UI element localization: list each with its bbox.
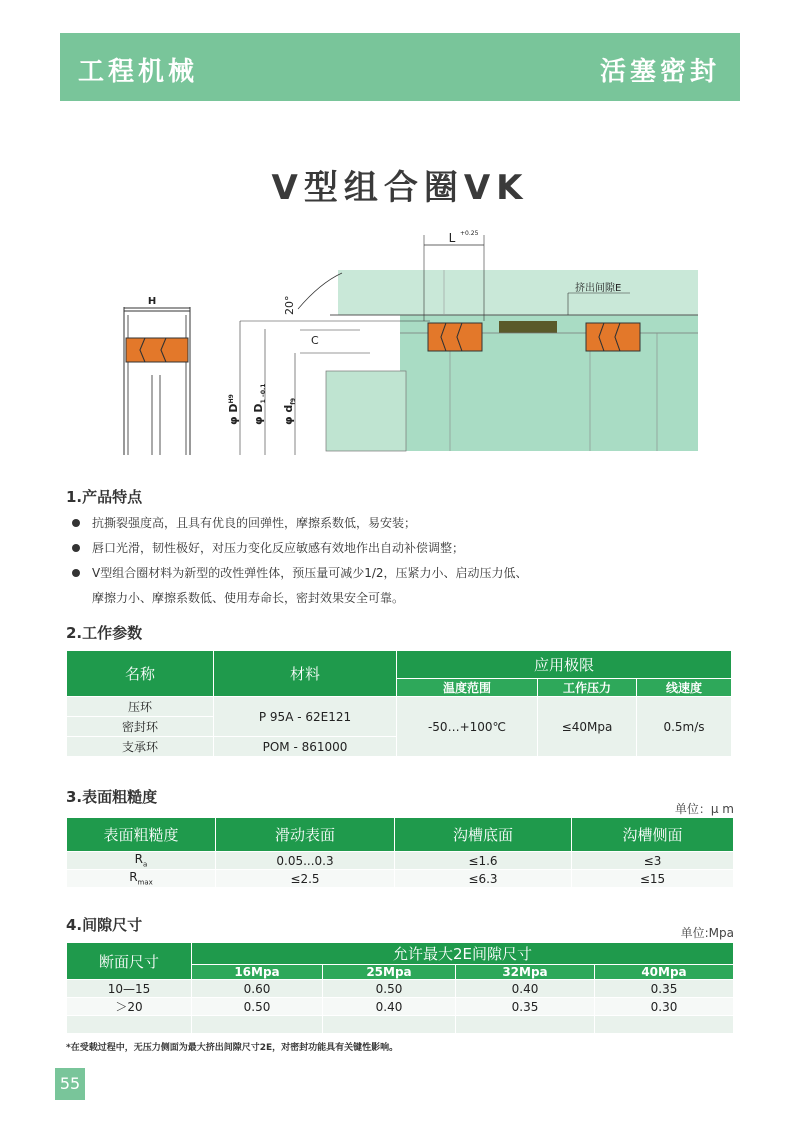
section-gap-heading: 4.间隙尺寸 <box>66 916 143 934</box>
dim-l-label: L <box>448 231 456 245</box>
table-cell: -50…+100℃ <box>397 697 538 757</box>
seal-cross-section <box>124 296 190 455</box>
table-cell: ≤2.5 <box>216 870 395 888</box>
dim-d-small-label: φ $d_{f9}$ <box>282 397 297 425</box>
bullet-icon <box>72 569 80 577</box>
col-sliding-header: 滑动表面 <box>216 818 395 852</box>
col-speed-header: 线速度 <box>637 679 732 697</box>
roughness-unit: 单位：μ m <box>674 802 734 816</box>
list-item: 唇口光滑，韧性极好，对压力变化反应敏感有效地作出自动补偿调整； <box>72 537 712 562</box>
table-cell: ≤1.6 <box>395 852 572 870</box>
table-cell: ≤3 <box>572 852 734 870</box>
page-header <box>60 33 740 101</box>
seal-installation-diagram <box>110 225 710 470</box>
bullet-icon <box>72 544 80 552</box>
col-gap-header: 允许最大2E间隙尺寸 <box>192 943 734 965</box>
col-pressure-32: 32Mpa <box>456 965 595 980</box>
table-cell <box>595 1016 734 1034</box>
table-cell: $R_{max}$ <box>67 870 216 888</box>
col-pressure-25: 25Mpa <box>323 965 456 980</box>
col-name-header: 名称 <box>67 651 214 697</box>
dim-d1-label: φ $D_{1 -0.1}$ <box>252 383 267 425</box>
table-cell: 0.35 <box>456 998 595 1016</box>
params-table <box>66 650 732 757</box>
table-cell <box>67 1016 192 1034</box>
table-cell: ≤6.3 <box>395 870 572 888</box>
col-temp-header: 温度范围 <box>397 679 538 697</box>
table-cell: 0.40 <box>456 980 595 998</box>
table-cell: 0.35 <box>595 980 734 998</box>
list-item: 摩擦力小、摩擦系数低、使用寿命长，密封效果安全可靠。 <box>92 591 405 605</box>
cylinder-body <box>326 270 698 451</box>
table-cell: 密封环 <box>67 717 214 737</box>
table-cell: P 95A - 62E121 <box>214 697 397 737</box>
dim-d-label: φ $D^{H9}$ <box>227 394 240 425</box>
col-roughness-header: 表面粗糙度 <box>67 818 216 852</box>
section-features-heading: 1.产品特点 <box>66 488 143 506</box>
table-cell: POM - 861000 <box>214 737 397 757</box>
dim-l-tolerance: +0.25 <box>460 230 479 237</box>
header-product-type: 活塞密封 <box>599 57 720 87</box>
footnote: *在受载过程中，无压力侧面为最大挤出间隙尺寸2E，对密封功能具有关键性影响。 <box>66 1043 399 1053</box>
table-cell: 0.50 <box>192 998 323 1016</box>
table-cell: ≤15 <box>572 870 734 888</box>
table-cell <box>192 1016 323 1034</box>
table-cell: $R_a$ <box>67 852 216 870</box>
dim-c-label: C <box>311 334 319 347</box>
header-category: 工程机械 <box>78 57 199 87</box>
dim-h-label: H <box>147 296 157 307</box>
angle-label: 20° <box>283 295 296 315</box>
table-cell: 0.05...0.3 <box>216 852 395 870</box>
section-roughness-heading: 3.表面粗糙度 <box>66 788 158 806</box>
bullet-icon <box>72 519 80 527</box>
table-cell: 0.60 <box>192 980 323 998</box>
col-limits-header: 应用极限 <box>397 651 732 679</box>
gap-unit: 单位:Mpa <box>680 926 734 940</box>
table-cell <box>456 1016 595 1034</box>
gap-table <box>66 942 734 1034</box>
col-pressure-16: 16Mpa <box>192 965 323 980</box>
table-cell: 0.50 <box>323 980 456 998</box>
features-list <box>72 512 712 612</box>
table-cell: 0.40 <box>323 998 456 1016</box>
roughness-table <box>66 817 734 888</box>
col-pressure-40: 40Mpa <box>595 965 734 980</box>
section-params-heading: 2.工作参数 <box>66 624 143 642</box>
col-groove-side-header: 沟槽侧面 <box>572 818 734 852</box>
col-material-header: 材料 <box>214 651 397 697</box>
col-pressure-header: 工作压力 <box>538 679 637 697</box>
table-cell: 0.5m/s <box>637 697 732 757</box>
col-section-header: 断面尺寸 <box>67 943 192 980</box>
list-item: V型组合圈材料为新型的改性弹性体，预压量可减少1/2，压紧力小、启动压力低、 <box>72 562 712 587</box>
col-groove-bottom-header: 沟槽底面 <box>395 818 572 852</box>
table-cell: 支承环 <box>67 737 214 757</box>
table-cell: 0.30 <box>595 998 734 1016</box>
extrusion-gap-label: 挤出间隙E <box>575 283 622 294</box>
list-item: 抗撕裂强度高，且具有优良的回弹性，摩擦系数低，易安装； <box>72 512 712 537</box>
table-cell: 10—15 <box>67 980 192 998</box>
table-cell: ≤40Mpa <box>538 697 637 757</box>
product-title: V型组合圈VK <box>271 168 529 208</box>
table-cell <box>323 1016 456 1034</box>
table-cell: 压环 <box>67 697 214 717</box>
table-cell: ＞20 <box>67 998 192 1016</box>
page-number: 55 <box>55 1068 85 1100</box>
